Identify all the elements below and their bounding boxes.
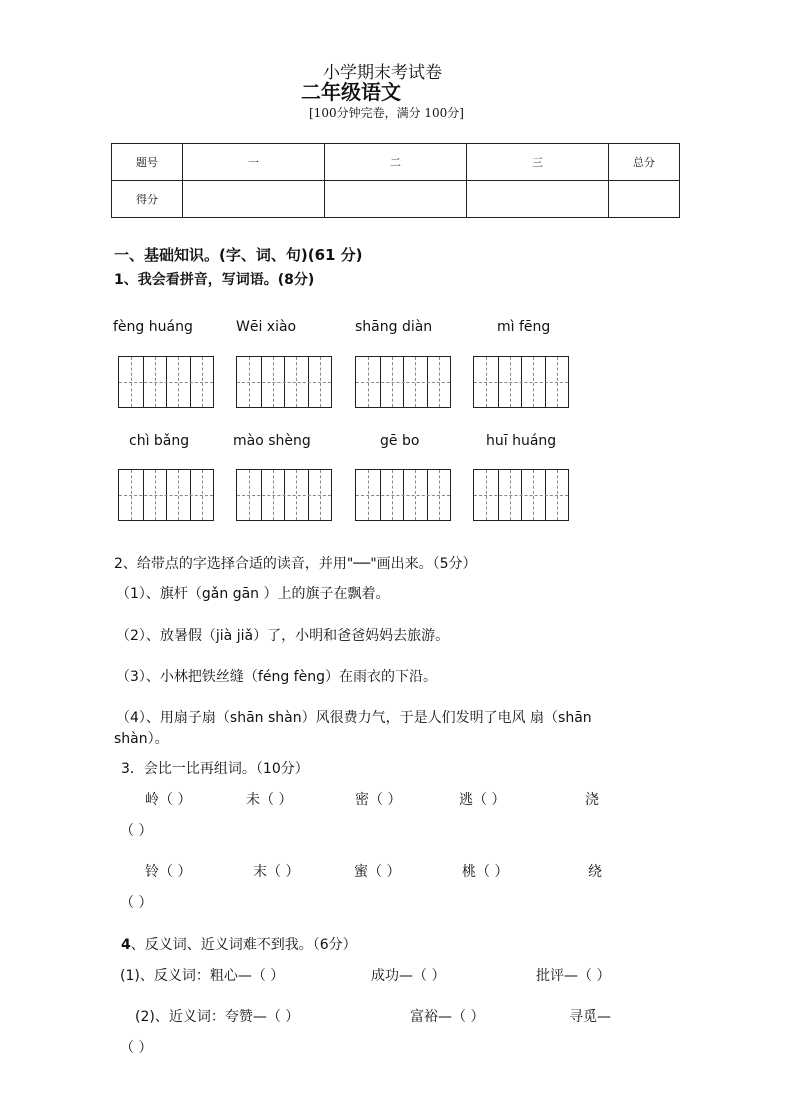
- exam-note: [100分钟完卷，满分 100分]: [309, 106, 464, 120]
- pinyin-label: mào shèng: [233, 433, 311, 449]
- q4-line: (1)、反义词：粗心—（ ）: [120, 968, 285, 984]
- score-row-label: 得分: [112, 181, 183, 218]
- tianzige-grid[interactable]: [118, 469, 214, 521]
- tianzige-grid[interactable]: [355, 356, 451, 408]
- score-table-header-cell: 总分: [609, 144, 680, 181]
- score-table-header-row: [112, 144, 680, 181]
- score-table-header-cell: 题号: [112, 144, 183, 181]
- q4-line: (2)、近义词：夸赞—（ ）: [135, 1009, 300, 1025]
- q3-title: 3．会比一比再组词。（10分）: [121, 761, 309, 777]
- grade-subject-title: 二年级语文: [301, 80, 401, 104]
- q3-item-continued: （ ）: [120, 823, 153, 839]
- score-table-header-cell: 一: [183, 144, 325, 181]
- pinyin-label: fèng huáng: [113, 319, 193, 335]
- score-table-header-cell: 二: [325, 144, 467, 181]
- q2-item: （4）、用扇子扇（shān shàn）风很费力气，于是人们发明了电风 扇（shān: [116, 710, 592, 726]
- q4-title-rest: 、反义词、近义词难不到我。（6分）: [130, 937, 357, 953]
- tianzige-grid[interactable]: [473, 356, 569, 408]
- q2-title: 2、给带点的字选择合适的读音，并用"──"画出来。（5分）: [114, 556, 477, 572]
- score-table: [111, 143, 680, 218]
- q4-line-continued: （ ）: [120, 1040, 153, 1056]
- q4-line: 富裕—（ ）: [410, 1009, 485, 1025]
- section1-title: 一、基础知识。(字、词、句)(61 分): [114, 246, 363, 264]
- pinyin-label: chì bǎng: [129, 433, 190, 449]
- score-table-score-row: [112, 181, 680, 218]
- q1-title: 1、我会看拼音，写词语。(8分): [114, 272, 315, 288]
- q3-item: 绕: [588, 864, 602, 880]
- q4-title: 4、反义词、近义词难不到我。（6分）: [121, 937, 357, 953]
- pinyin-label: huī huáng: [486, 433, 557, 449]
- pinyin-label: Wēi xiào: [236, 319, 297, 335]
- tianzige-grid[interactable]: [473, 469, 569, 521]
- score-blank-cell[interactable]: [325, 181, 467, 218]
- q3-item-continued: （ ）: [120, 895, 153, 911]
- pinyin-label: mì fēng: [497, 319, 551, 335]
- q3-item: 蜜（ ）: [354, 864, 401, 880]
- tianzige-grid[interactable]: [236, 469, 332, 521]
- q3-item: 浇: [585, 792, 599, 808]
- q3-item: 逃（ ）: [459, 792, 506, 808]
- q3-item: 岭（ ）: [145, 792, 192, 808]
- q4-line: 批评—（ ）: [536, 968, 611, 984]
- q2-item: （2）、放暑假（jià jiǎ）了，小明和爸爸妈妈去旅游。: [116, 628, 450, 644]
- q3-item: 铃（ ）: [145, 864, 192, 880]
- q3-item: 密（ ）: [355, 792, 402, 808]
- q2-item: （3）、小林把铁丝缝（féng fèng）在雨衣的下沿。: [116, 669, 437, 685]
- tianzige-grid[interactable]: [355, 469, 451, 521]
- q3-item: 桃（ ）: [462, 864, 509, 880]
- q4-line: 寻觅—: [569, 1009, 611, 1025]
- score-table-header-cell: 三: [467, 144, 609, 181]
- pinyin-label: shāng diàn: [355, 319, 433, 335]
- tianzige-grid[interactable]: [118, 356, 214, 408]
- score-blank-cell[interactable]: [467, 181, 609, 218]
- q2-item-continued: shàn）。: [114, 731, 169, 747]
- score-blank-cell[interactable]: [609, 181, 680, 218]
- tianzige-grid[interactable]: [236, 356, 332, 408]
- q3-item: 末（ ）: [253, 864, 300, 880]
- q2-item: （1）、旗杆（gǎn gān ）上的旗子在飘着。: [116, 586, 390, 602]
- score-blank-cell[interactable]: [183, 181, 325, 218]
- q3-item: 未（ ）: [246, 792, 293, 808]
- q4-line: 成功—（ ）: [371, 968, 446, 984]
- exam-title: 小学期末考试卷: [323, 63, 442, 83]
- pinyin-label: gē bo: [380, 433, 420, 449]
